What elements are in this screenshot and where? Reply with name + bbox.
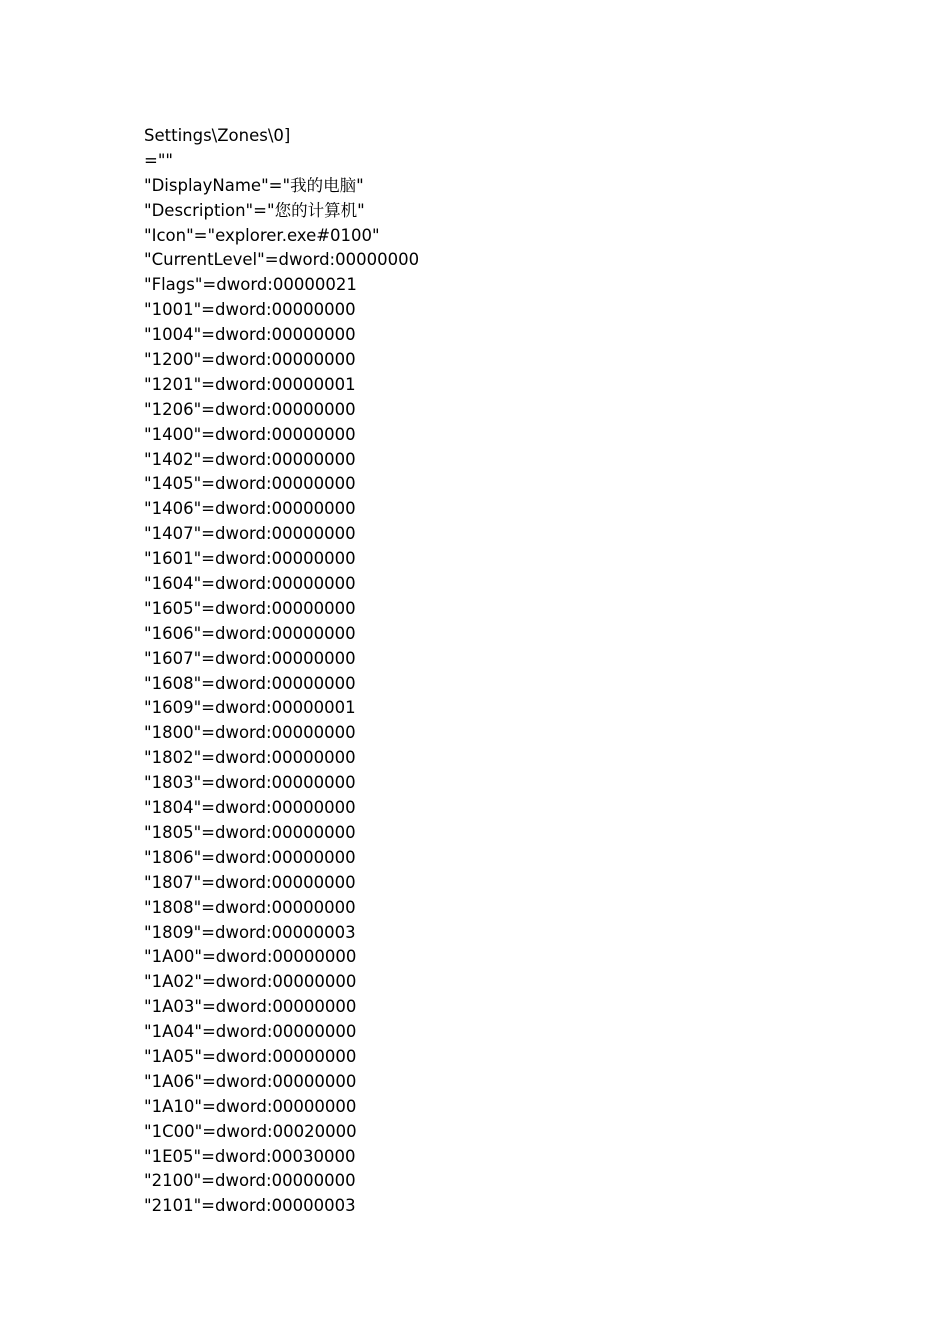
registry-value-line: "1A00"=dword:00000000: [144, 947, 357, 967]
registry-value-line: "1402"=dword:00000000: [144, 449, 356, 469]
registry-text-block: [144, 124, 419, 1219]
registry-value-line: "1A02"=dword:00000000: [144, 972, 357, 992]
registry-value-line: "1604"=dword:00000000: [144, 574, 356, 594]
registry-value-line: "1605"=dword:00000000: [144, 598, 356, 618]
registry-value-line: "1A03"=dword:00000000: [144, 997, 357, 1017]
registry-value-line: "1405"=dword:00000000: [144, 474, 356, 494]
registry-value-line: "1805"=dword:00000000: [144, 822, 356, 842]
registry-key-path: Settings\Zones\0]: [144, 126, 291, 145]
registry-value-line: "1609"=dword:00000001: [144, 698, 356, 718]
registry-value-line: "1A10"=dword:00000000: [144, 1096, 357, 1116]
registry-value-line: "1803"=dword:00000000: [144, 773, 356, 793]
registry-value-line: "1001"=dword:00000000: [144, 300, 356, 320]
registry-value-line: "1809"=dword:00000003: [144, 922, 356, 942]
registry-value-line: "2100"=dword:00000000: [144, 1171, 356, 1191]
registry-value-line: "1806"=dword:00000000: [144, 847, 356, 867]
description-line: "Description"="您的计算机": [144, 200, 365, 220]
registry-value-line: "1807"=dword:00000000: [144, 872, 356, 892]
registry-value-line: "1607"=dword:00000000: [144, 648, 356, 668]
registry-value-line: "1804"=dword:00000000: [144, 798, 356, 818]
flags-line: "Flags"=dword:00000021: [144, 275, 357, 295]
registry-value-line: "1606"=dword:00000000: [144, 623, 356, 643]
registry-value-line: "1808"=dword:00000000: [144, 897, 356, 917]
registry-value-line: "1C00"=dword:00020000: [144, 1121, 357, 1141]
registry-value-line: "1A04"=dword:00000000: [144, 1022, 357, 1042]
registry-value-line: "1206"=dword:00000000: [144, 399, 356, 419]
registry-value-line: "1407"=dword:00000000: [144, 524, 356, 544]
current-level-line: "CurrentLevel"=dword:00000000: [144, 250, 420, 270]
registry-value-line: "2101"=dword:00000003: [144, 1196, 356, 1216]
registry-value-line: "1406"=dword:00000000: [144, 499, 356, 519]
default-value-line: ="": [144, 150, 174, 170]
registry-value-line: "1A05"=dword:00000000: [144, 1046, 357, 1066]
registry-value-line: "1601"=dword:00000000: [144, 549, 356, 569]
registry-value-line: "1004"=dword:00000000: [144, 325, 356, 345]
registry-value-line: "1802"=dword:00000000: [144, 748, 356, 768]
registry-value-line: "1201"=dword:00000001: [144, 374, 356, 394]
icon-line: "Icon"="explorer.exe#0100": [144, 225, 380, 245]
display-name-line: "DisplayName"="我的电脑": [144, 175, 364, 195]
registry-value-line: "1608"=dword:00000000: [144, 673, 356, 693]
registry-value-line: "1200"=dword:00000000: [144, 350, 356, 370]
registry-value-line: "1A06"=dword:00000000: [144, 1071, 357, 1091]
registry-value-line: "1400"=dword:00000000: [144, 424, 356, 444]
registry-value-line: "1E05"=dword:00030000: [144, 1146, 356, 1166]
registry-value-line: "1800"=dword:00000000: [144, 723, 356, 743]
